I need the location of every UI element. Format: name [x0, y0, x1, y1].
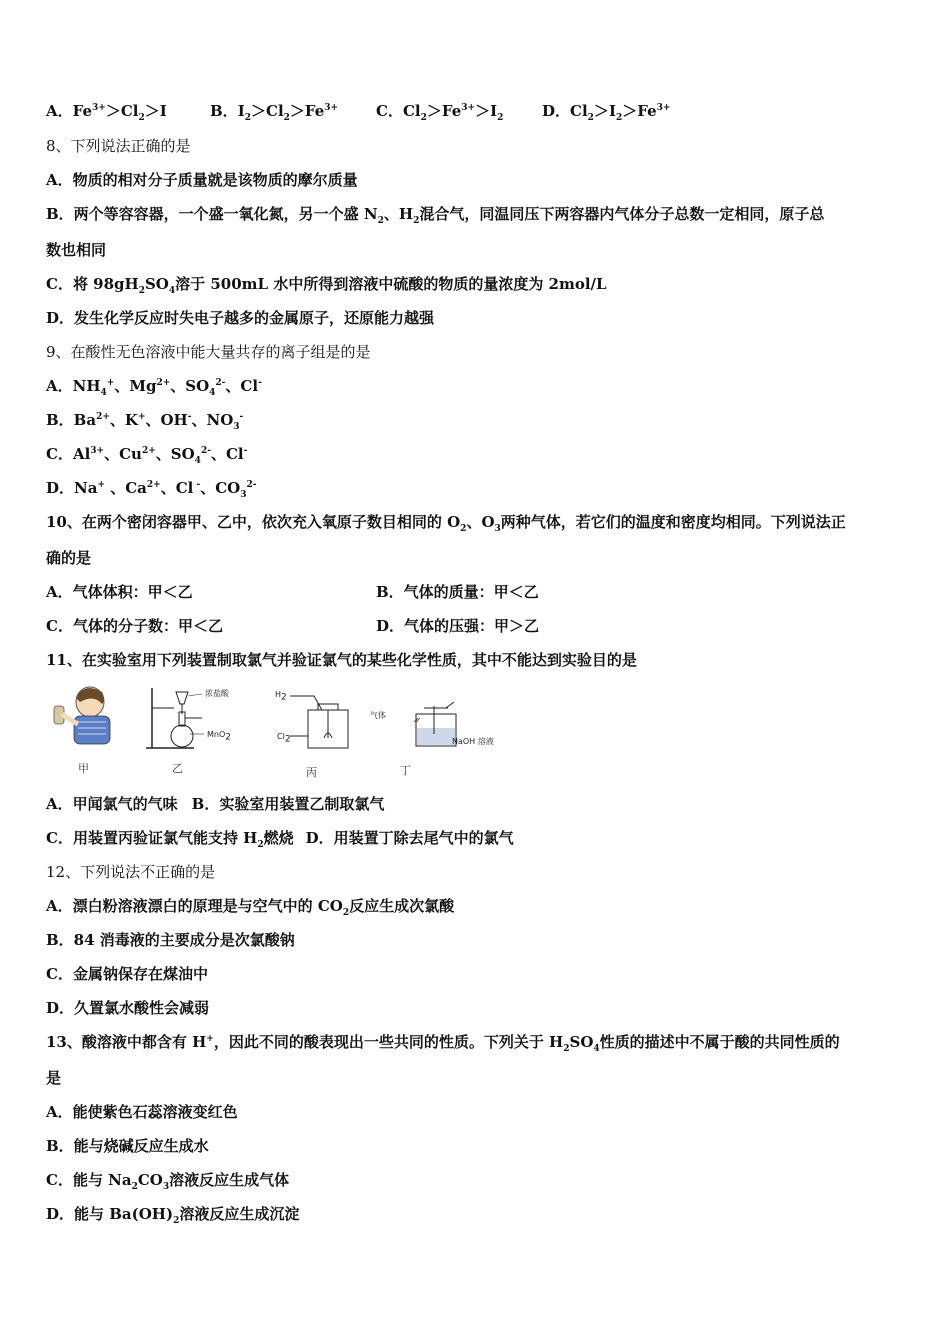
q9-option-d: D．Na+ 、$Ca^{2+}$、Cl -、$CO_3^{2-}$ — [46, 479, 257, 500]
q8-option-d: D．发生化学反应时失电子越多的金属原子，还原能力越强 — [46, 309, 435, 327]
q8-stem: 8、下列说法正确的是 — [46, 137, 191, 155]
q9-option-c: C．$Al^{3+}$、$Cu^{2+}$、$SO_4^{2-}$、Cl- — [46, 445, 248, 466]
q8-option-b: B．两个等容容器，一个盛一氧化氮，另一个盛 $N_2$、$H_2$混合气，同温同压下两容器内气体分子总数一定相同，原子总 — [46, 205, 825, 226]
q12-option-b: B．84 消毒液的主要成分是次氯酸钠 — [46, 931, 295, 949]
q11-option-d: D．用装置丁除去尾气中的氯气 — [305, 829, 514, 847]
q12-option-d: D．久置氯水酸性会减弱 — [46, 999, 210, 1017]
q12-option-a: A．漂白粉溶液漂白的原理是与空气中的 $CO_2$反应生成次氯酸 — [46, 897, 455, 918]
figure-label-jia: 甲 — [78, 762, 89, 775]
q11-figure — [44, 684, 504, 780]
q10-option-a: A．气体体积：甲＜乙 — [46, 583, 193, 601]
figure-label-bing: 丙 — [306, 766, 317, 779]
label-gas: 气体 — [370, 711, 386, 720]
figure-label-yi: 乙 — [172, 762, 183, 775]
q9-option-a: A．$NH_4^+$、$Mg^{2+}$、$SO_4^{2-}$、Cl- — [46, 377, 262, 398]
q12-option-c: C．金属钠保存在煤油中 — [46, 965, 208, 983]
q11-options-ab — [46, 794, 384, 814]
label-h2: $H_2$ — [275, 690, 287, 703]
q11-stem: 11、在实验室用下列装置制取氯气并验证氯气的某些化学性质，其中不能达到实验目的是 — [46, 651, 637, 669]
figure-label-ding: 丁 — [400, 764, 411, 777]
label-mno2: MnO$_2$ — [207, 730, 232, 743]
q9-stem: 9、在酸性无色溶液中能大量共存的离子组是的是 — [46, 343, 371, 361]
q11-option-c: C．用装置丙验证氯气能支持 $H_2$燃烧 — [46, 829, 294, 850]
q10-option-d: D．气体的压强：甲＞乙 — [376, 617, 540, 635]
q10-option-b: B．气体的质量：甲＜乙 — [376, 583, 539, 601]
q13-stem-cont: 是 — [46, 1069, 62, 1087]
q9-option-b: B．$Ba^{2+}$、K+、OH-、$NO_3^-$ — [46, 411, 244, 432]
q11-options-cd — [46, 828, 514, 848]
option-label: A． — [46, 102, 73, 120]
q13-option-a: A．能使紫色石蕊溶液变红色 — [46, 1103, 238, 1121]
q13-option-d: D．能与 $Ba(OH)_2$溶液反应生成沉淀 — [46, 1205, 300, 1226]
q13-stem: 13、酸溶液中都含有 H+，因此不同的酸表现出一些共同的性质。下列关于 $H_2SO_4$性质的描述中不属于酸的共同性质的 — [46, 1033, 840, 1054]
label-naoh: NaOH 溶液 — [452, 737, 494, 746]
q8-option-c: C．将 $98gH_2SO_4$溶于 500mL 水中所得到溶液中硫酸的物质的量浓度为 2mol/L — [46, 275, 607, 296]
q12-stem: 12、下列说法不正确的是 — [46, 863, 216, 881]
q7-option-c: C．$Cl_2>Fe^{3+}>I_2$ — [376, 102, 504, 123]
q11-option-b: B．实验室用装置乙制取氯气 — [191, 795, 385, 813]
q10-option-c: C．气体的分子数：甲＜乙 — [46, 617, 223, 635]
q13-option-c: C．能与 $Na_2CO_3$溶液反应生成气体 — [46, 1171, 290, 1192]
q10-stem: 10、在两个密闭容器甲、乙中，依次充入氧原子数目相同的 $O_2$、$O_3$两种气体，若它们的温度和密度均相同。下列说法正 — [46, 513, 846, 534]
q8-option-a: A．物质的相对分子质量就是该物质的摩尔质量 — [46, 171, 358, 189]
q7-option-d: D．$Cl_2>I_2>Fe^{3+}$ — [542, 102, 671, 123]
label-conc-hcl: 浓盐酸 — [205, 689, 229, 698]
q13-option-b: B．能与烧碱反应生成水 — [46, 1137, 209, 1155]
q8-option-b-cont: 数也相同 — [46, 241, 107, 259]
q7-option-b: B．$I_2>Cl_2>Fe^{3+}$ — [210, 102, 339, 123]
q11-option-a: A．甲闻氯气的气味 — [46, 795, 178, 813]
q10-stem-cont: 确的是 — [46, 549, 92, 567]
label-cl2: $Cl_2$ — [277, 732, 291, 745]
person-smelling-illustration — [44, 684, 124, 748]
flask-apparatus-illustration — [144, 684, 244, 754]
q7-option-a: A．$Fe^{3+}>Cl_2>I$ — [46, 102, 167, 123]
